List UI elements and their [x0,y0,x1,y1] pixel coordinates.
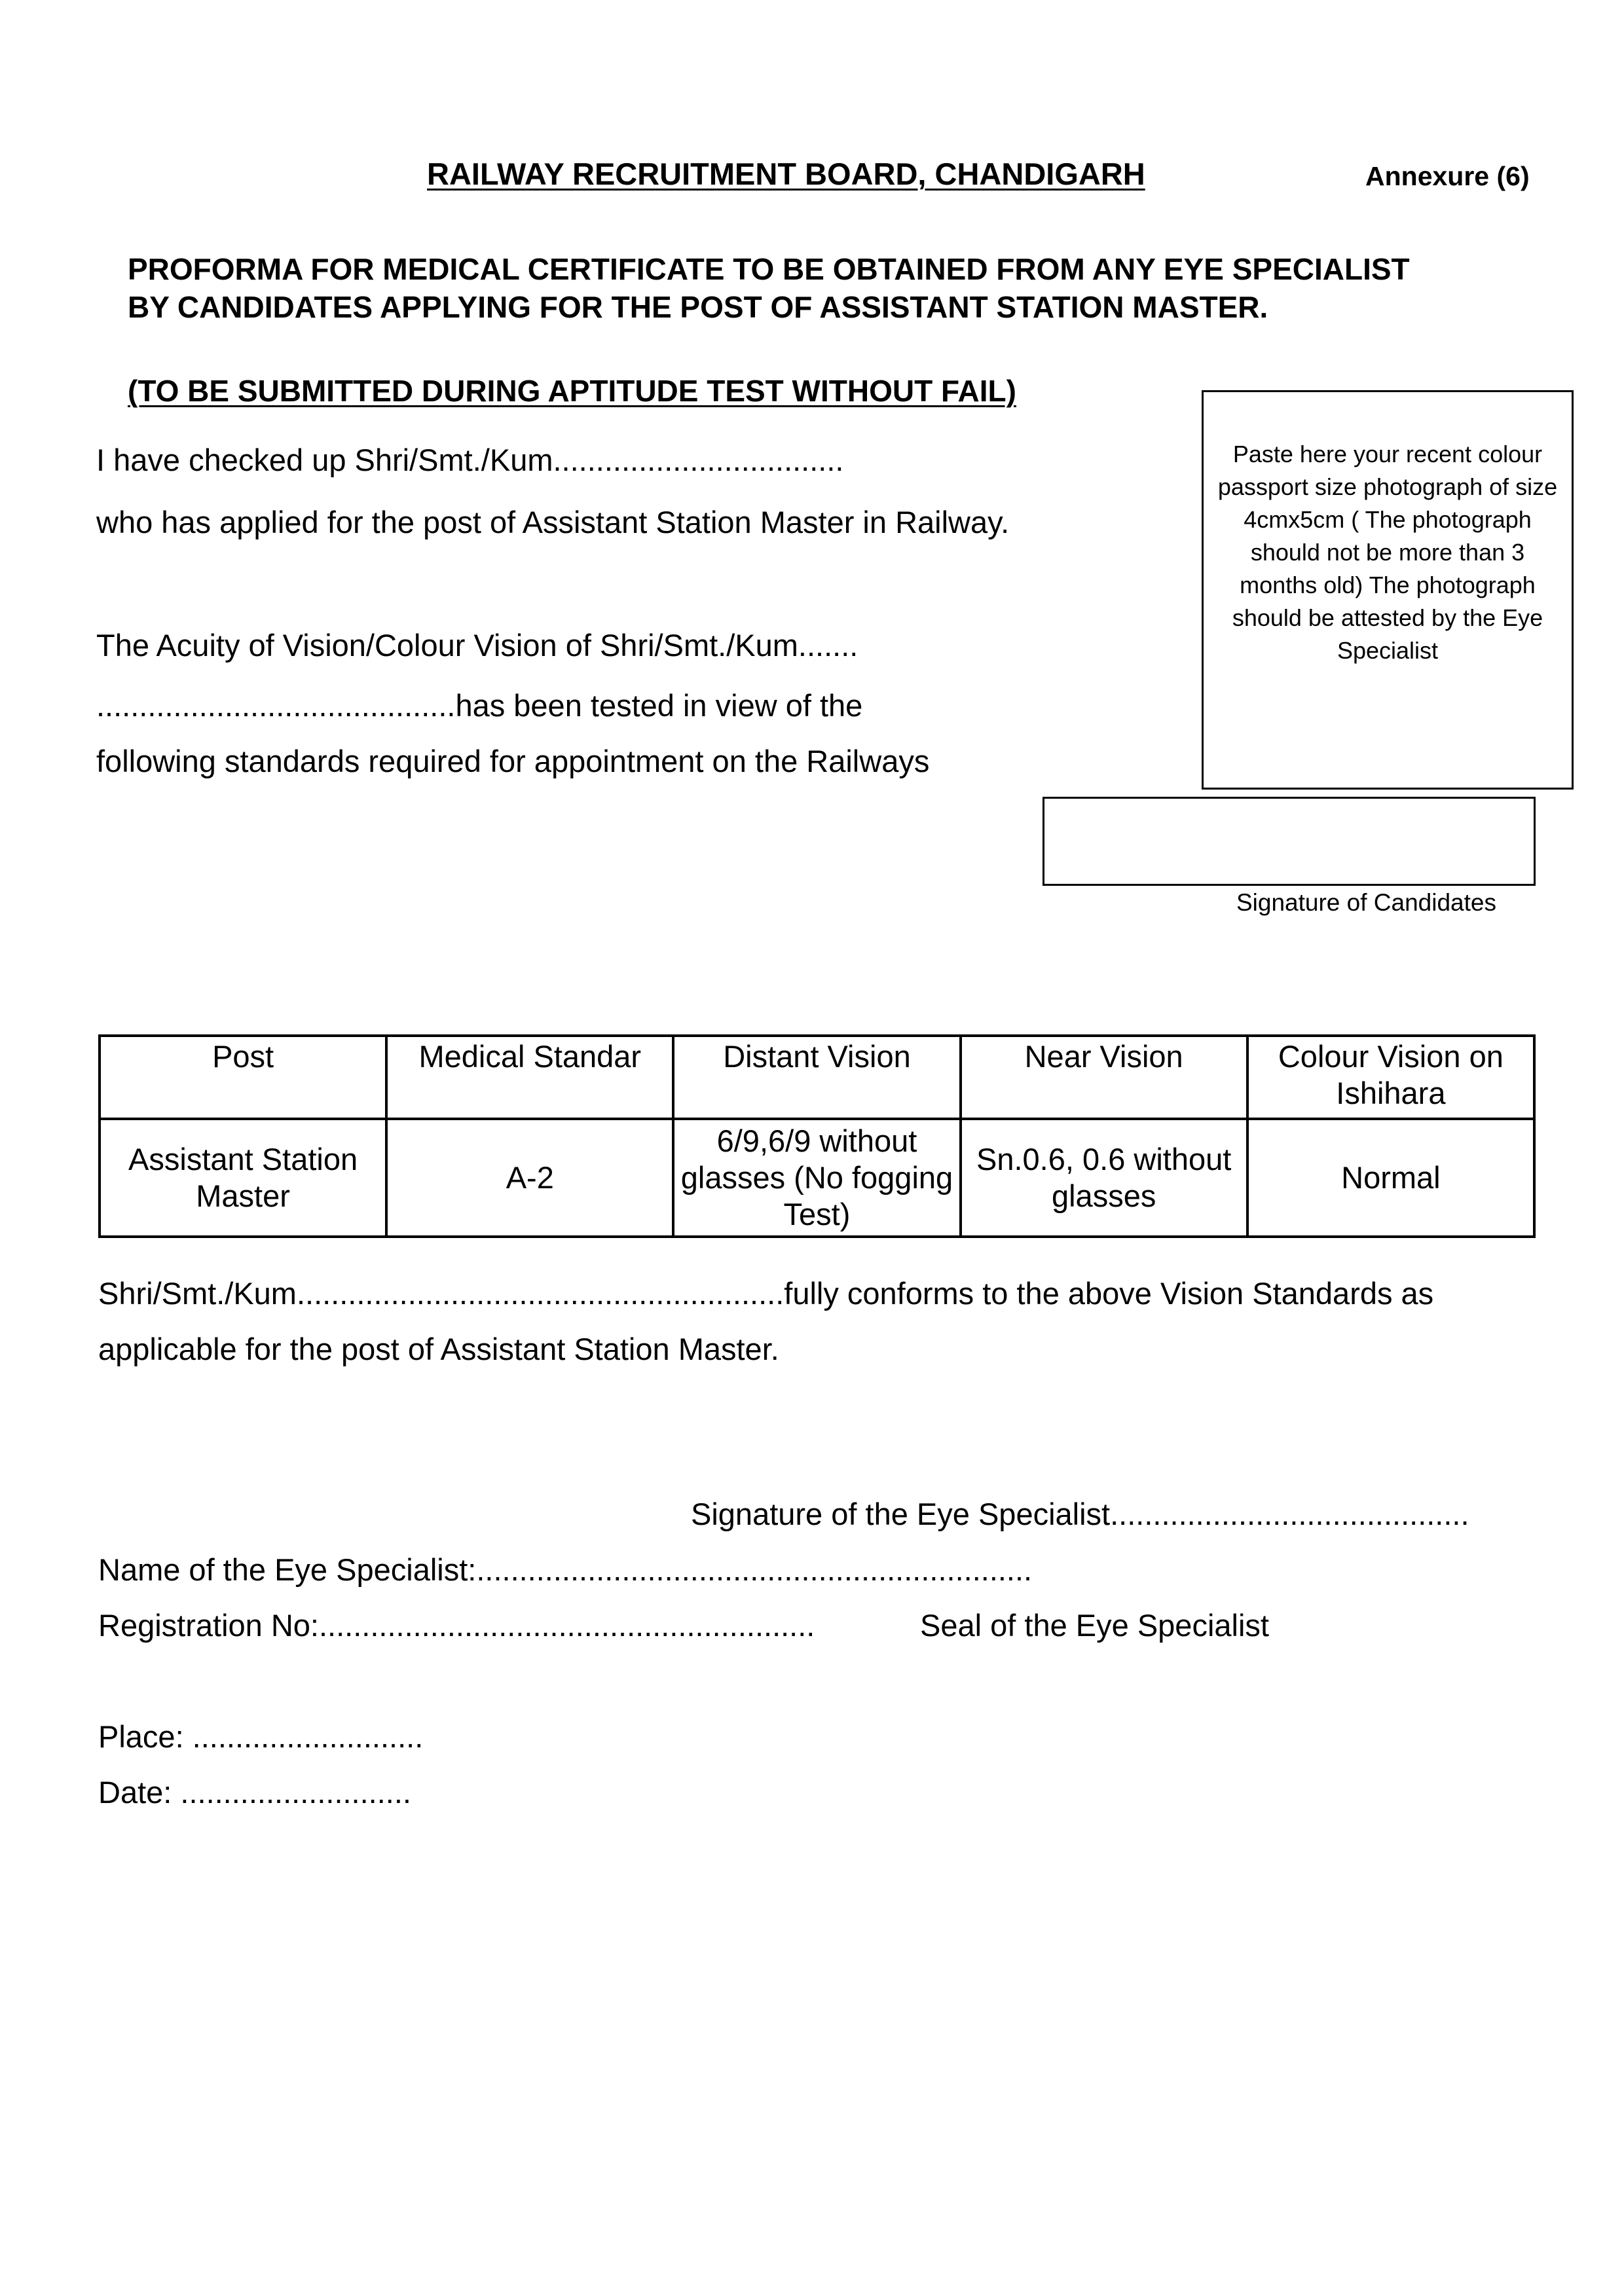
cell-post: Assistant Station Master [100,1119,386,1237]
eye-specialist-name-line: Name of the Eye Specialist:................................................................. [98,1552,1033,1587]
board-title: RAILWAY RECRUITMENT BOARD, CHANDIGARH [427,156,1145,191]
cell-medical-standard: A-2 [386,1119,673,1237]
registration-number-line: Registration No:.......................................................... [98,1608,815,1643]
header-medical-standard: Medical Standar [386,1036,673,1119]
header-near-vision: Near Vision [961,1036,1247,1119]
photo-box [1202,390,1574,790]
proforma-heading [128,250,1410,326]
date-line: Date: ........................... [98,1775,411,1810]
submission-note: (TO BE SUBMITTED DURING APTITUDE TEST WITHOUT FAIL) [128,374,1016,408]
header-post: Post [100,1036,386,1119]
header-distant-vision: Distant Vision [673,1036,960,1119]
eye-specialist-seal-label: Seal of the Eye Specialist [920,1608,1269,1643]
proforma-heading-line-2: BY CANDIDATES APPLYING FOR THE POST OF ASSISTANT STATION MASTER. [128,290,1268,324]
tested-line: ..........................................has been tested in view of the [96,688,863,723]
place-line: Place: ........................... [98,1719,424,1754]
cell-near-vision: Sn.0.6, 0.6 without glasses [961,1119,1247,1237]
table-row [100,1119,1534,1237]
conformance-line-2: applicable for the post of Assistant Station Master. [98,1332,779,1366]
standards-line: following standards required for appointment on the Railways [96,744,930,778]
header-colour-vision: Colour Vision on Ishihara [1247,1036,1534,1119]
cell-colour-vision: Normal [1247,1119,1534,1237]
annexure-label: Annexure (6) [1365,161,1530,191]
proforma-heading-line-1: PROFORMA FOR MEDICAL CERTIFICATE TO BE OBTAINED FROM ANY EYE SPECIALIST [128,252,1410,286]
cell-distant-vision: 6/9,6/9 without glasses (No fogging Test) [673,1119,960,1237]
candidate-signature-label: Signature of Candidates [1236,889,1496,916]
candidate-signature-box [1043,797,1536,886]
checked-up-line: I have checked up Shri/Smt./Kum.................................. [96,443,844,477]
vision-standards-table [98,1034,1536,1238]
photo-instructions: Paste here your recent colour passport size photograph of size 4cmx5cm ( The photograph should not be more than 3 months old) The photograph should be attested by the Eye Specialist [1217,441,1558,664]
table-header-row [100,1036,1534,1119]
conformance-line-1: Shri/Smt./Kum.........................................................fully conforms to the above Vision Standards as [98,1276,1434,1311]
acuity-vision-line: The Acuity of Vision/Colour Vision of Shri/Smt./Kum....... [96,628,858,663]
applied-post-line: who has applied for the post of Assistant Station Master in Railway. [96,505,1010,539]
eye-specialist-signature-line: Signature of the Eye Specialist.......................................... [691,1497,1469,1531]
